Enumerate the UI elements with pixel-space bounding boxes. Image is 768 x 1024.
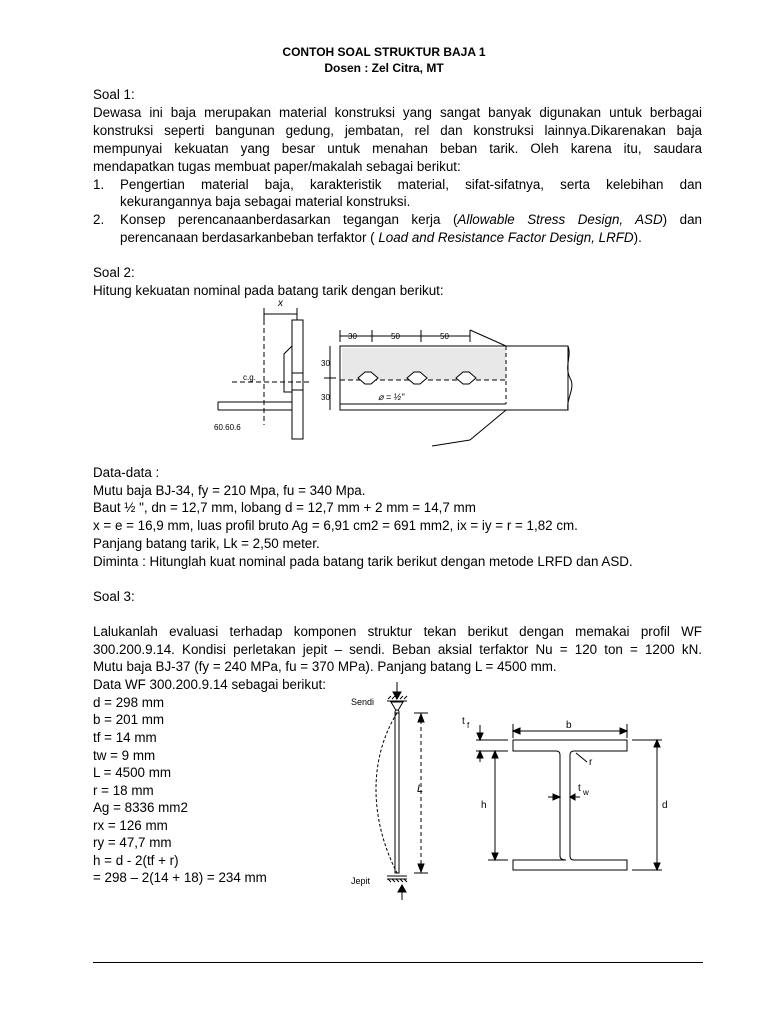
wf-data-line: h = d - 2(tf + r): [93, 853, 179, 868]
wf-data-line: r = 18 mm: [93, 783, 154, 798]
soal3-heading: Soal 3:: [93, 589, 135, 604]
soal1-para-line: mempunyai kekuatan yang besar untuk menahan beban tarik. Oleh karena itu, saudara: [93, 141, 702, 156]
data-line: Diminta : Hitunglah kuat nominal pada batang tarik berikut dengan metode LRFD dan ASD.: [93, 554, 633, 569]
dim-label: 30: [348, 332, 357, 341]
list-item-line: kekurangannya baja sebagai material konstruksi.: [120, 194, 411, 209]
dim-label: 50: [391, 332, 400, 341]
angle-size-label: 60.60.6: [214, 423, 241, 432]
list-number: 2.: [93, 212, 105, 227]
wf-data-line: b = 201 mm: [93, 712, 165, 727]
dim-label: 30: [321, 393, 330, 402]
tw-label: t: [578, 783, 581, 794]
list-text: ) dan: [662, 212, 702, 227]
x-label: x: [278, 298, 283, 309]
soal2-heading: Soal 2:: [93, 265, 135, 280]
wf-data-line: Ag = 8336 mm2: [93, 800, 188, 815]
tf-label: t: [462, 716, 465, 727]
d-label: d: [662, 800, 668, 811]
tf-subscript: f: [467, 721, 470, 730]
lecturer-line: Dosen : Zel Citra, MT: [324, 61, 444, 75]
soal1-para-line: mendapatkan tugas membuat paper/makalah sebagai berikut:: [93, 159, 461, 174]
data-line: Baut ½ ", dn = 12,7 mm, lobang d = 12,7 mm + 2 mm = 14,7 mm: [93, 500, 476, 515]
dim-label: 50: [440, 332, 449, 341]
document-title: CONTOH SOAL STRUKTUR BAJA 1: [282, 45, 486, 59]
list-text: Konsep perencanaanberdasarkan tegangan kerja (: [120, 212, 458, 227]
soal1-heading: Soal 1:: [93, 87, 135, 102]
list-text-italic: Load and Resistance Factor Design, LRFD: [378, 230, 634, 245]
soal1-para-line: konstruksi seperti bangunan gedung, jembatan, rel dan konstruksi lainnya.Dikarenakan baja: [93, 123, 702, 138]
data-line: x = e = 16,9 mm, luas profil bruto Ag = 6,91 cm2 = 691 mm2, ix = iy = r = 1,82 cm.: [93, 518, 578, 533]
list-item-line: Pengertian material baja, karakteristik material, sifat-sifatnya, serta kelebihan dan: [120, 177, 702, 192]
wf-data-line: d = 298 mm: [93, 695, 165, 710]
list-text-italic: Allowable Stress Design, ASD: [457, 212, 663, 227]
h-label: h: [481, 800, 487, 811]
list-number: 1.: [93, 177, 105, 192]
data-line: Mutu baja BJ-34, fy = 210 Mpa, fu = 340 Mpa.: [93, 483, 366, 498]
soal2-intro: Hitung kekuatan nominal pada batang tarik dengan berikut:: [93, 283, 444, 298]
wf-data-line: tw = 9 mm: [93, 748, 156, 763]
length-label: L: [417, 783, 424, 795]
data-heading: Data-data :: [93, 465, 160, 480]
data-line: Panjang batang tarik, Lk = 2,50 meter.: [93, 536, 320, 551]
list-text: ).: [633, 230, 642, 245]
list-text: perencanaan berdasarkanbeban terfaktor (: [120, 230, 379, 245]
soal3-para-line: Lalukanlah evaluasi terhadap komponen struktur tekan berikut dengan memakai profil WF: [93, 624, 702, 639]
wf-data-line: rx = 126 mm: [93, 818, 168, 833]
r-label: r: [589, 757, 593, 768]
tw-subscript: w: [583, 788, 589, 797]
dim-label: 30: [321, 359, 330, 368]
b-label: b: [566, 720, 572, 731]
support-label-jepit: Jepit: [351, 876, 371, 886]
soal3-para-line: Mutu baja BJ-37 (fy = 240 MPa, fu = 370 MPa). Panjang batang L = 4500 mm.: [93, 659, 557, 674]
wf-data-title: Data WF 300.200.9.14 sebagai berikut:: [93, 677, 326, 692]
wf-data-line: ry = 47,7 mm: [93, 835, 172, 850]
bolt-diameter-label: ⌀ = ½": [378, 392, 405, 402]
soal3-para-line: 300.200.9.14. Kondisi perletakan jepit – sendi. Beban aksial terfaktor Nu = 120 ton = 1200 kN.: [93, 642, 702, 657]
soal1-para-line: Dewasa ini baja merupakan material konstruksi yang sangat banyak digunakan untuk berbagai: [93, 105, 702, 120]
support-label-sendi: Sendi: [351, 697, 375, 707]
footer-rule: [93, 962, 703, 963]
wf-data-line: tf = 14 mm: [93, 730, 157, 745]
wf-data-line: L = 4500 mm: [93, 765, 172, 780]
wf-data-line: = 298 – 2(14 + 18) = 234 mm: [93, 870, 267, 885]
cg-label: c.g.: [243, 373, 256, 382]
